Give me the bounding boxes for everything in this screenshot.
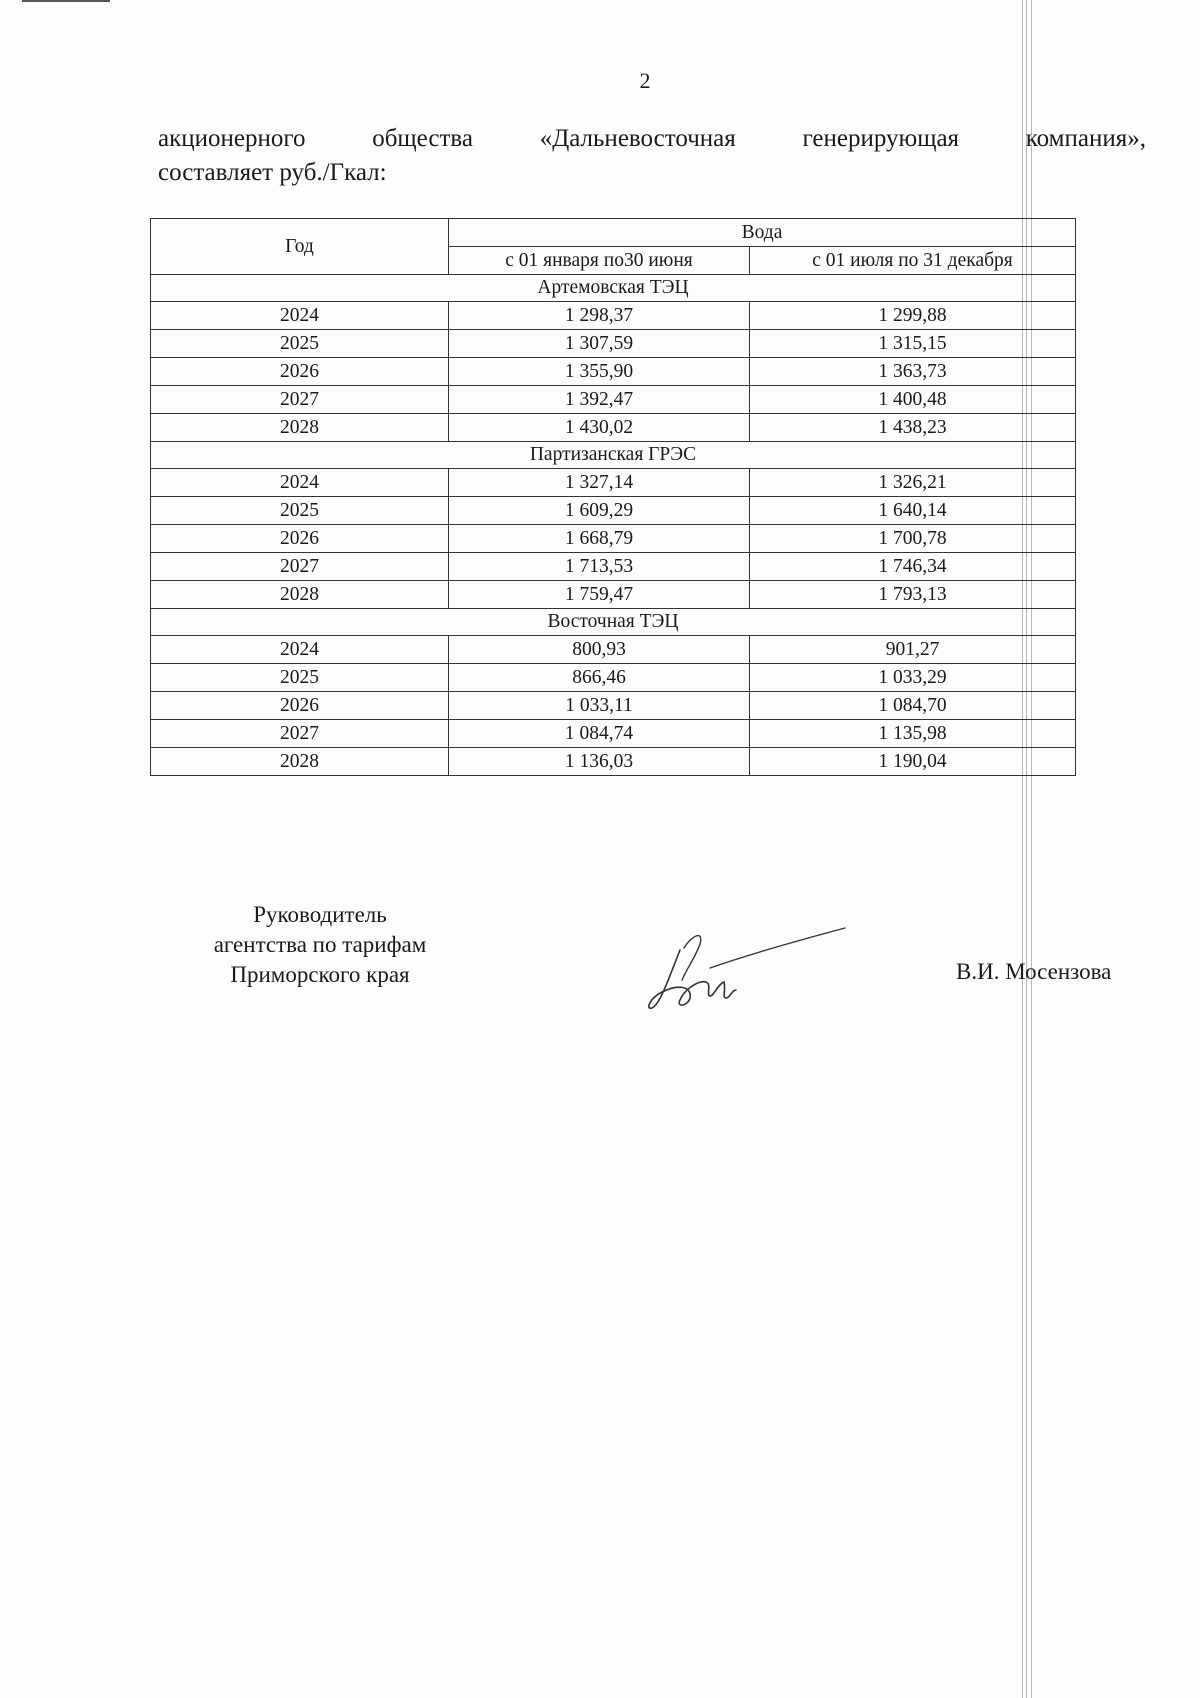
tariff-table-body bbox=[151, 275, 1076, 776]
intro-line-1 bbox=[158, 122, 1146, 156]
table-row bbox=[151, 553, 1076, 581]
signatory-name: В.И. Мосензова bbox=[956, 959, 1112, 984]
tariff-table bbox=[150, 218, 1076, 776]
signatory-role-line: Приморского края bbox=[230, 962, 410, 987]
cell-period-1: 1 327,14 bbox=[449, 469, 750, 497]
cell-year: 2028 bbox=[151, 748, 449, 776]
table-row bbox=[151, 720, 1076, 748]
cell-period-1: 1 668,79 bbox=[449, 525, 750, 553]
table-row bbox=[151, 525, 1076, 553]
cell-year: 2027 bbox=[151, 720, 449, 748]
signatory-role-line: Руководитель bbox=[253, 902, 387, 927]
intro-word: общества bbox=[372, 125, 473, 152]
cell-period-2: 1 438,23 bbox=[750, 414, 1076, 442]
signatory-role-line: агентства по тарифам bbox=[213, 932, 427, 957]
table-row bbox=[151, 330, 1076, 358]
cell-period-2: 1 700,78 bbox=[750, 525, 1076, 553]
header-period-1: с 01 января по30 июня bbox=[449, 247, 750, 275]
cell-year: 2027 bbox=[151, 386, 449, 414]
section-row bbox=[151, 609, 1076, 636]
table-row bbox=[151, 664, 1076, 692]
table-row bbox=[151, 358, 1076, 386]
cell-period-2: 1 084,70 bbox=[750, 692, 1076, 720]
cell-period-1: 1 136,03 bbox=[449, 748, 750, 776]
cell-year: 2024 bbox=[151, 636, 449, 664]
cell-year: 2024 bbox=[151, 302, 449, 330]
intro-word: генерирующая bbox=[802, 125, 960, 152]
cell-period-2: 1 746,34 bbox=[750, 553, 1076, 581]
cell-period-1: 866,46 bbox=[449, 664, 750, 692]
cell-year: 2027 bbox=[151, 553, 449, 581]
table-row bbox=[151, 497, 1076, 525]
scan-corner-mark bbox=[22, 0, 110, 2]
cell-period-2: 1 400,48 bbox=[750, 386, 1076, 414]
cell-year: 2026 bbox=[151, 525, 449, 553]
cell-period-1: 1 713,53 bbox=[449, 553, 750, 581]
section-title: Артемовская ТЭЦ bbox=[151, 275, 1076, 302]
cell-year: 2025 bbox=[151, 664, 449, 692]
cell-period-1: 1 609,29 bbox=[449, 497, 750, 525]
table-row bbox=[151, 636, 1076, 664]
cell-period-1: 1 355,90 bbox=[449, 358, 750, 386]
intro-paragraph bbox=[158, 122, 1146, 190]
table-row bbox=[151, 414, 1076, 442]
cell-period-2: 1 033,29 bbox=[750, 664, 1076, 692]
cell-period-2: 1 363,73 bbox=[750, 358, 1076, 386]
cell-period-1: 1 033,11 bbox=[449, 692, 750, 720]
header-period-2: с 01 июля по 31 декабря bbox=[750, 247, 1076, 275]
cell-year: 2026 bbox=[151, 358, 449, 386]
intro-word: «Дальневосточная bbox=[539, 125, 736, 152]
header-year: Год bbox=[151, 219, 449, 275]
table-row bbox=[151, 748, 1076, 776]
cell-period-2: 1 326,21 bbox=[750, 469, 1076, 497]
cell-year: 2025 bbox=[151, 330, 449, 358]
handwritten-signature bbox=[640, 920, 860, 1020]
cell-period-1: 1 430,02 bbox=[449, 414, 750, 442]
cell-period-2: 1 315,15 bbox=[750, 330, 1076, 358]
section-title: Партизанская ГРЭС bbox=[151, 442, 1076, 469]
page-number: 2 bbox=[639, 68, 651, 93]
cell-period-2: 1 640,14 bbox=[750, 497, 1076, 525]
section-title: Восточная ТЭЦ bbox=[151, 609, 1076, 636]
cell-year: 2028 bbox=[151, 414, 449, 442]
intro-line-2: составляет руб./Гкал: bbox=[158, 159, 387, 186]
table-row bbox=[151, 469, 1076, 497]
table-row bbox=[151, 581, 1076, 609]
cell-period-1: 1 759,47 bbox=[449, 581, 750, 609]
cell-period-2: 1 793,13 bbox=[750, 581, 1076, 609]
section-row bbox=[151, 275, 1076, 302]
cell-period-1: 1 084,74 bbox=[449, 720, 750, 748]
cell-year: 2026 bbox=[151, 692, 449, 720]
header-group-water: Вода bbox=[449, 219, 1076, 247]
table-row bbox=[151, 386, 1076, 414]
table-row bbox=[151, 302, 1076, 330]
intro-word: акционерного bbox=[158, 125, 306, 152]
table-row bbox=[151, 692, 1076, 720]
cell-period-2: 901,27 bbox=[750, 636, 1076, 664]
cell-year: 2028 bbox=[151, 581, 449, 609]
cell-period-1: 1 392,47 bbox=[449, 386, 750, 414]
cell-period-1: 800,93 bbox=[449, 636, 750, 664]
cell-period-2: 1 190,04 bbox=[750, 748, 1076, 776]
cell-period-1: 1 307,59 bbox=[449, 330, 750, 358]
signatory-role bbox=[160, 900, 480, 990]
cell-year: 2024 bbox=[151, 469, 449, 497]
section-row bbox=[151, 442, 1076, 469]
cell-period-2: 1 135,98 bbox=[750, 720, 1076, 748]
cell-year: 2025 bbox=[151, 497, 449, 525]
cell-period-2: 1 299,88 bbox=[750, 302, 1076, 330]
intro-word: компания», bbox=[1025, 125, 1146, 152]
cell-period-1: 1 298,37 bbox=[449, 302, 750, 330]
